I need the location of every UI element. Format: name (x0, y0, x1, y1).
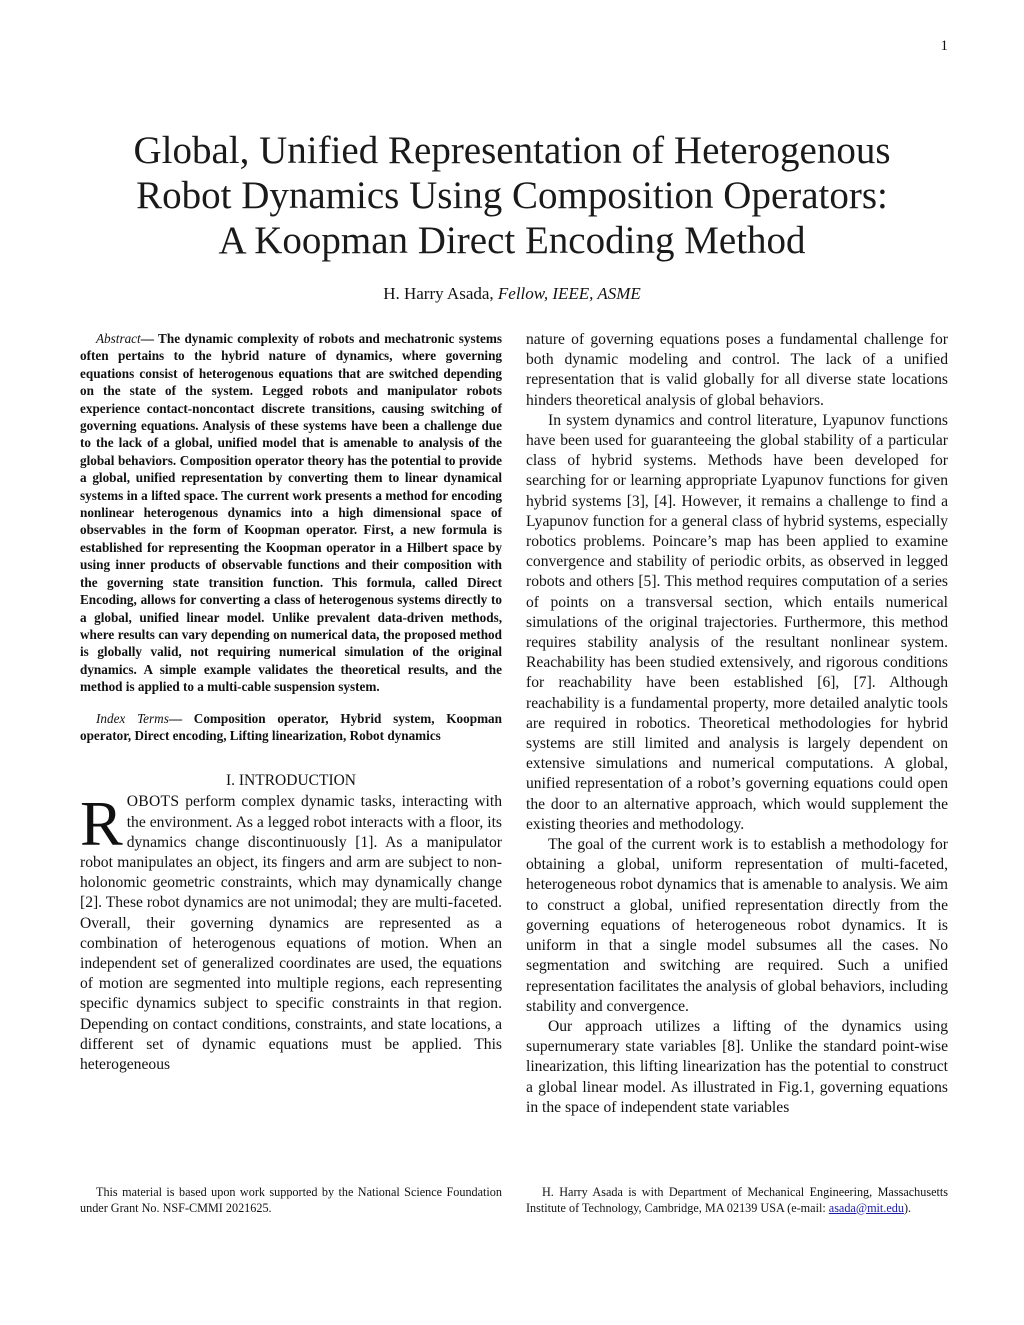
abstract-text: The dynamic complexity of robots and mechatronic systems often pertains to the hybrid nature of dynamics, where governing equations consist of heterogenous equations that are switched depending on the state of the system. Legged robots and manipulator robots experience contact-noncontact discrete transitions, causing switching of governing equations. Analysis of these systems have been a challenge due to the lack of a global, unified model that is amenable to analysis of the global behaviors. Composition operator theory has the potential to provide a global, unified representation by converting them to linear dynamical systems in a lifted space. The current work presents a method for encoding nonlinear heterogenous dynamics into a high dimensional space of observables in the form of Koopman operator. First, a new formula is established for representing the Koopman operator in a Hilbert space by using inner products of observable functions and their composition with the governing state transition function. This formula, called Direct Encoding, allows for converting a class of heterogenous systems directly to a global, unified linear model. Unlike prevalent data-driven methods, where results can vary depending on numerical data, the proposed method is globally valid, not requiring numerical simulation of the original dynamics. A simple example validates the theoretical results, and the method is applied to a multi-cable suspension system. (80, 331, 502, 695)
index-terms-label: Index Terms (96, 710, 169, 726)
intro-text: perform complex dynamic tasks, interacting with the environment. As a legged robot interacts with a floor, its dynamics change discontinuously [1]. As a manipulator robot manipulates an object, its fingers and arm are subject to non-holonomic geometric constraints, which may dynamically change [2]. These robot dynamics are not unimodal; they are multi-faceted. Overall, their governing dynamics are represented as a combination of heterogenous equations of motion. When an independent set of generalized coordinates are used, the equations of motion are segmented into multiple regions, each representing specific dynamics subject to specific constraints in that region. Depending on contact conditions, constraints, and state locations, a different set of dynamic equations must be applied. This heterogeneous (80, 793, 502, 1073)
intro-paragraph-3: The goal of the current work is to establish a methodology for obtaining a global, uniform representation of multi-faceted, heterogeneous robot dynamics that is amenable to analysis. We aim to construct a global, unified representation directly from the governing equations of heterogeneous robot dynamics. It is uniform in that a single model subsumes all the cases. No segmentation and switching are required. Such a unified representation facilitates the analysis of global behaviors, including stability and convergence. (526, 836, 948, 1015)
index-terms (80, 710, 502, 745)
title-line-2: Robot Dynamics Using Composition Operators: (136, 174, 888, 217)
author-affiliation: Fellow, IEEE, ASME (497, 284, 641, 303)
abstract-label: Abstract (96, 331, 141, 346)
index-terms-dash: — (168, 710, 183, 726)
intro-paragraph-4: Our approach utilizes a lifting of the dynamics using supernumerary state variables [8]. Unlike the standard point-wise linearization, this lifting linearization has the potential to construct a global linear model. As illustrated in Fig.1, governing equations in the space of independent state variables (526, 1017, 948, 1116)
page-number: 1 (940, 38, 948, 54)
author-byline (0, 284, 1024, 304)
paper-title (60, 128, 964, 263)
intro-paragraph-2: In system dynamics and control literature, Lyapunov functions have been used for guaranteeing the global stability of a particular class of hybrid systems. Methods have been developed for searching for or learning appropriate Lyapunov functions for given hybrid systems [3], [4]. However, it remains a challenge to find a Lyapunov function for a general class of hybrid systems, especially robotics problems. Poincare’s map has been applied to examine convergence and stability of periodic orbits, as observed in legged robots and others [5]. This method requires computation of a series of points on a transversal section, which entails numerical simulations of the original trajectories. Furthermore, this method requires stability analysis of the resultant nonlinear system. Reachability has been studied extensively, and rigorous conditions for reachability have been established [6], [7]. Although reachability is a fundamental property, more detailed analytic tools are required in robotics. Theoretical methodologies for hybrid systems are still limited and analysis is largely dependent on extensive simulations and numerical computations. A global, unified representation of a robot’s governing equations could open the door to an alternative approach, which would supplement the existing theories and methodology. (526, 411, 948, 833)
left-column (80, 330, 502, 1075)
drop-cap: R (80, 788, 123, 860)
intro-paragraph-1-continued: nature of governing equations poses a fundamental challenge for both dynamic modeling and control. The lack of a unified representation that is valid globally for all diverse state locations hinders theoretical analysis of global behaviors. (526, 331, 948, 409)
title-line-1: Global, Unified Representation of Heterogenous (133, 129, 891, 172)
intro-paragraph-1 (80, 788, 502, 1075)
abstract (80, 330, 502, 696)
footnote-funding: This material is based upon work supported by the National Science Foundation under Grant No. NSF-CMMI 2021625. (80, 1185, 502, 1215)
title-line-3: A Koopman Direct Encoding Method (218, 219, 806, 262)
footnote-author (526, 1185, 948, 1216)
footnote-author-text: H. Harry Asada is with Department of Mechanical Engineering, Massachusetts Institute of Technology, Cambridge, MA 02139 USA (e-mail: (526, 1185, 948, 1215)
footnote-author-end: ). (903, 1200, 912, 1215)
author-name: H. Harry Asada, (383, 284, 494, 303)
index-terms-text: Composition operator, Hybrid system, Koopman operator, Direct encoding, Lifting linearization, Robot dynamics (80, 710, 502, 743)
section-heading-introduction: I. INTRODUCTION (225, 772, 356, 790)
abstract-dash: — (140, 331, 154, 346)
intro-lead-caps: OBOTS (126, 793, 180, 811)
author-email-link[interactable]: asada@mit.edu (828, 1200, 904, 1215)
right-column (526, 330, 948, 1118)
